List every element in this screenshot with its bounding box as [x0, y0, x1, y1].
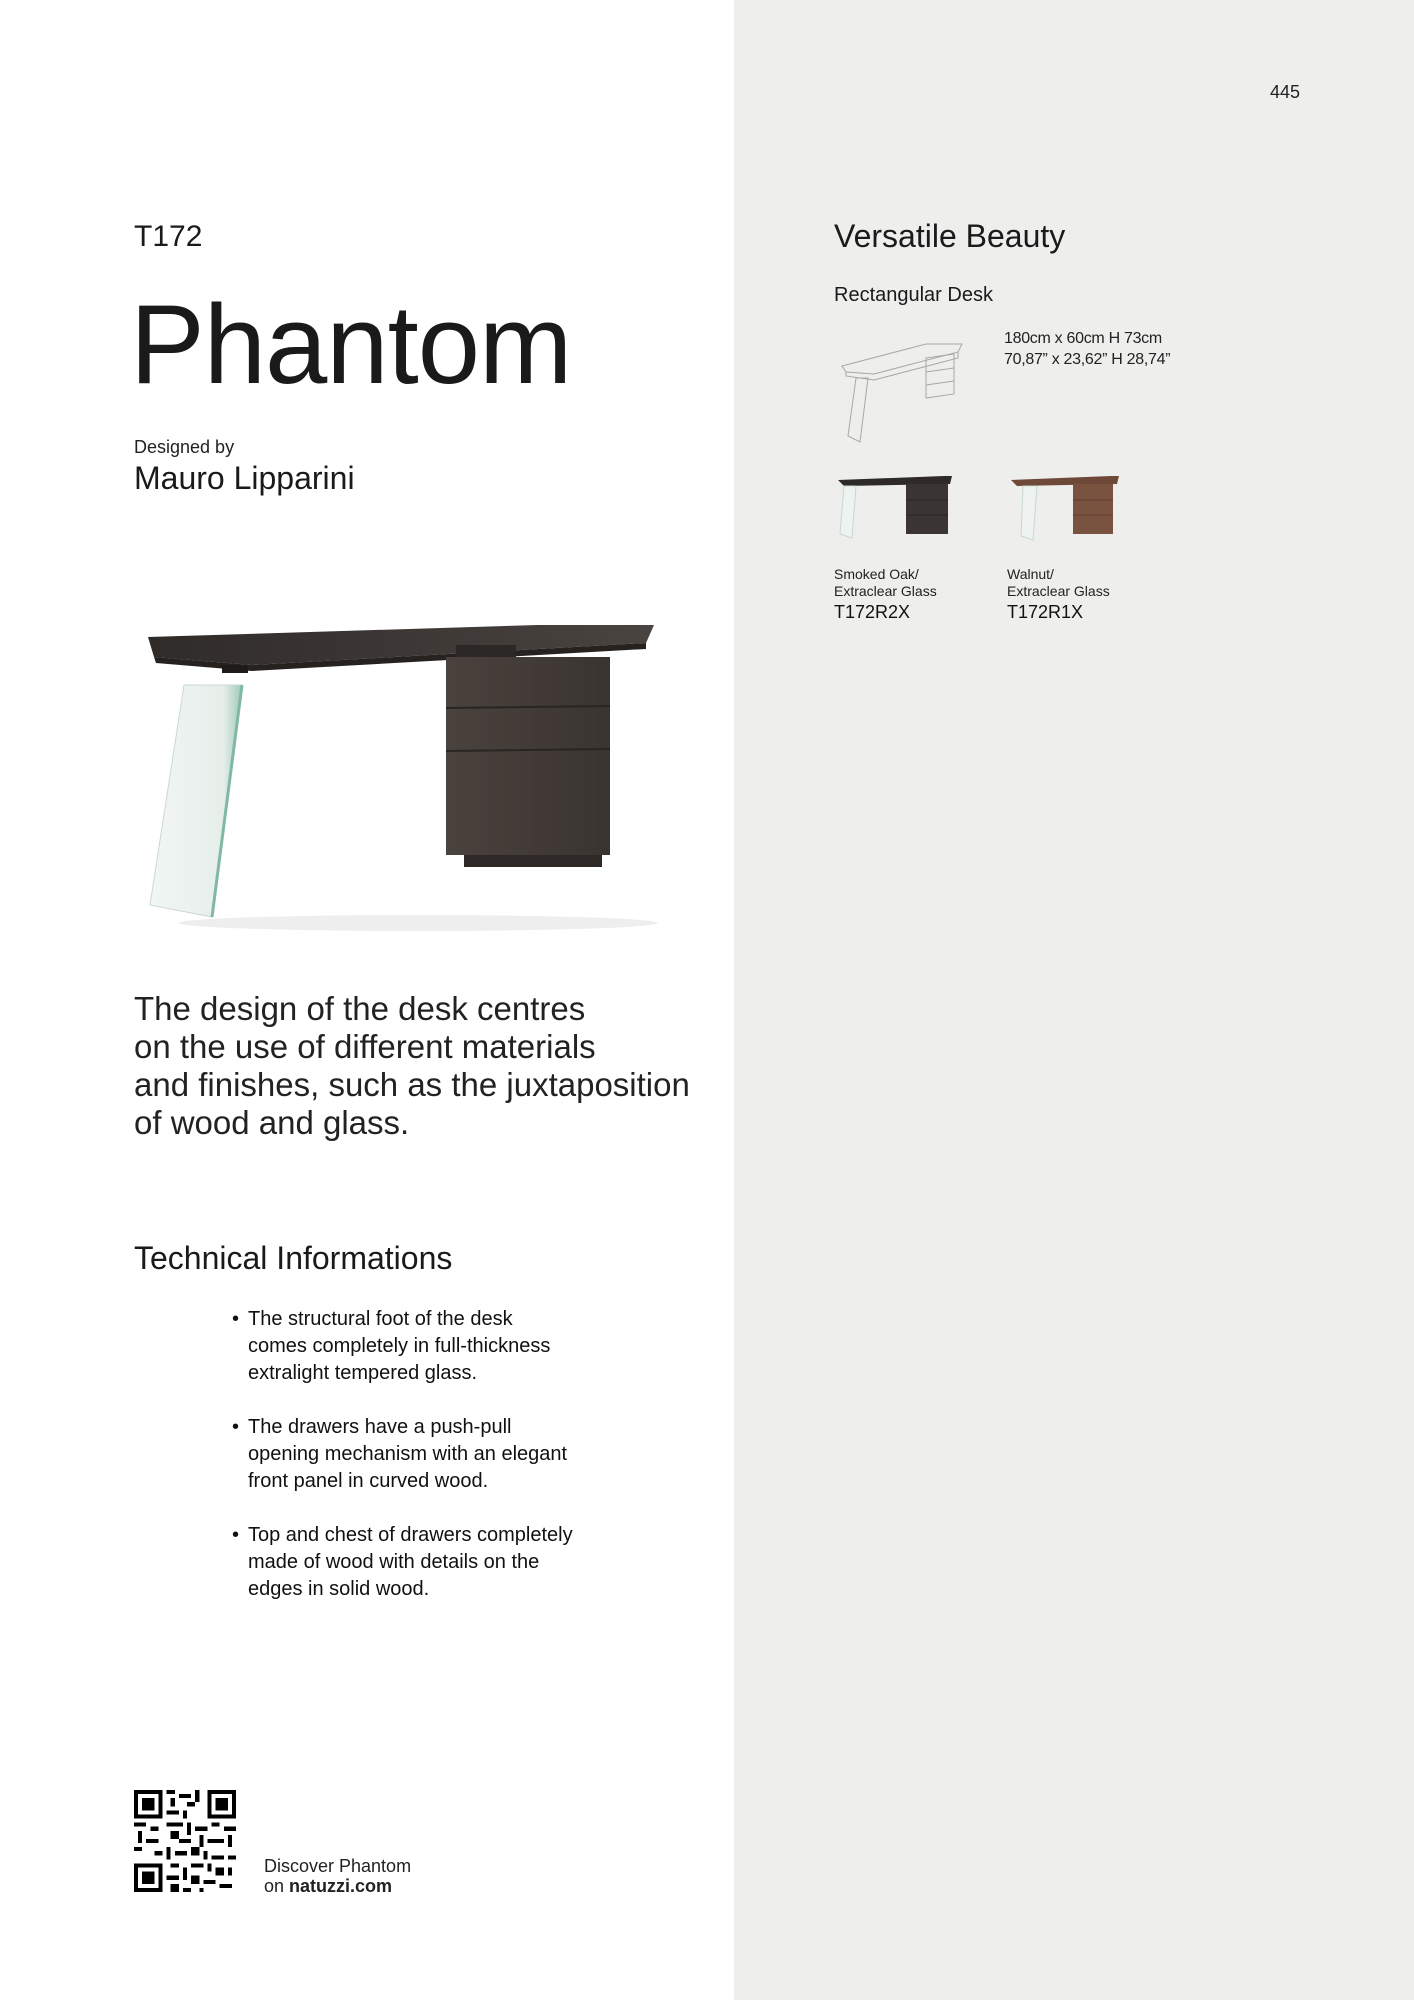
variant-finish-glass: Extraclear Glass — [834, 583, 937, 599]
variant-finish — [834, 566, 984, 600]
technical-heading: Technical Informations — [134, 1240, 453, 1276]
description-line: and finishes, such as the juxtaposition — [134, 1066, 690, 1103]
variant-thumbnail — [1007, 470, 1127, 546]
description-line: The design of the desk centres — [134, 990, 586, 1027]
dimensions — [1004, 328, 1170, 370]
product-description — [134, 990, 714, 1142]
designer-name: Mauro Lipparini — [134, 460, 355, 496]
technical-item-line: extralight tempered glass. — [248, 1362, 478, 1384]
variant-smoked-oak[interactable] — [834, 470, 984, 622]
discover-on: on — [264, 1876, 285, 1896]
variant-finish — [1007, 566, 1157, 600]
desk-line-drawing — [834, 330, 964, 448]
versions-title: Versatile Beauty — [834, 218, 1066, 254]
variant-finish-wood: Walnut/ — [1007, 566, 1054, 582]
technical-item-line: The drawers have a push-pull — [248, 1416, 512, 1438]
technical-item — [232, 1306, 652, 1387]
variant-sku: T172R1X — [1007, 602, 1084, 622]
variant-finish-glass: Extraclear Glass — [1007, 583, 1110, 599]
description-line: on the use of different materials — [134, 1028, 596, 1065]
technical-item-line: made of wood with details on the — [248, 1551, 540, 1573]
desk-hero-image — [138, 605, 668, 935]
qr-code[interactable] — [134, 1790, 236, 1892]
page-number: 445 — [1270, 82, 1301, 102]
dimensions-metric: 180cm x 60cm H 73cm — [1004, 330, 1162, 347]
technical-item-line: The structural foot of the desk — [248, 1308, 513, 1330]
variant-walnut[interactable] — [1007, 470, 1157, 622]
designed-by-label: Designed by — [134, 437, 235, 457]
variant-sku: T172R2X — [834, 602, 911, 622]
discover-site[interactable]: natuzzi.com — [289, 1876, 393, 1896]
technical-item-line: front panel in curved wood. — [248, 1470, 489, 1492]
technical-item-line: edges in solid wood. — [248, 1578, 430, 1600]
dimensions-imperial: 70,87” x 23,62” H 28,74” — [1004, 351, 1171, 368]
variant-thumbnail — [834, 470, 954, 546]
technical-item — [232, 1414, 652, 1495]
variant-finish-wood: Smoked Oak/ — [834, 566, 919, 582]
technical-item-line: comes completely in full-thickness — [248, 1335, 551, 1357]
technical-item-line: Top and chest of drawers completely — [248, 1524, 573, 1546]
product-title: Phantom — [130, 282, 572, 407]
discover-text: Discover Phantom — [264, 1856, 412, 1876]
technical-list — [232, 1306, 652, 1630]
product-code: T172 — [134, 220, 203, 253]
desk-type: Rectangular Desk — [834, 284, 993, 306]
description-line: of wood and glass. — [134, 1104, 410, 1141]
technical-item — [232, 1522, 652, 1603]
discover-link[interactable] — [264, 1856, 411, 1896]
technical-item-line: opening mechanism with an elegant — [248, 1443, 568, 1465]
